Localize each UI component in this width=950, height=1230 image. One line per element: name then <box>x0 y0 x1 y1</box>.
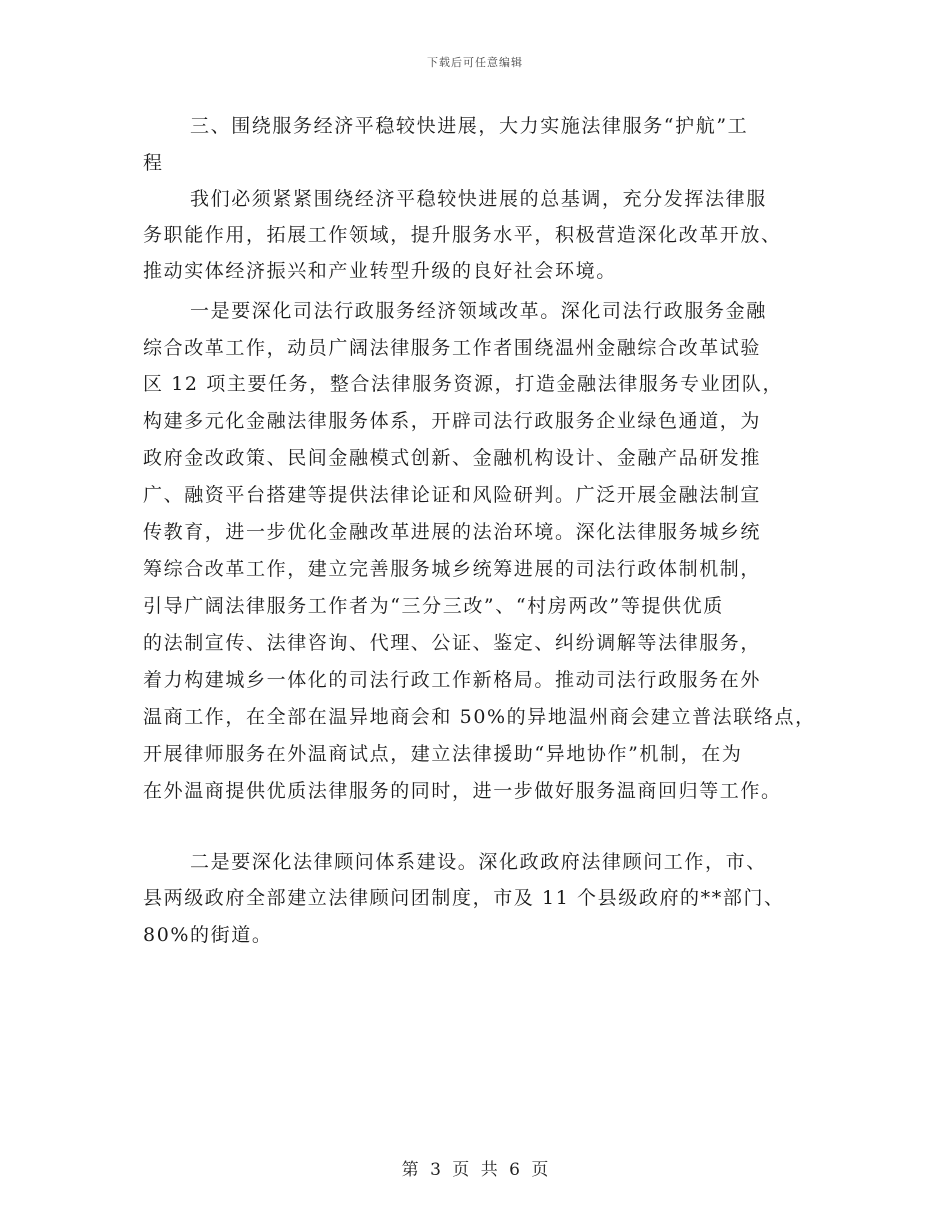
paragraph-line: 温商工作，在全部在温异地商会和 50%的异地温州商会建立普法联络点， <box>143 706 816 728</box>
paragraph-line: 我们必须紧紧围绕经济平稳较快进展的总基调，充分发挥法律服 <box>190 188 767 210</box>
paragraph-line: 80%的街道。 <box>143 924 273 946</box>
paragraph-line: 构建多元化金融法律服务体系，开辟司法行政服务企业绿色通道，为 <box>143 410 762 432</box>
paragraph-line: 引导广阔法律服务工作者为“三分三改”、“村房两改”等提供优质 <box>143 595 724 617</box>
paragraph-line: 传教育，进一步优化金融改革进展的法治环境。深化法律服务城乡统 <box>143 521 762 543</box>
paragraph-line: 着力构建城乡一体化的司法行政工作新格局。推动司法行政服务在外 <box>143 669 762 691</box>
paragraph-line: 县两级政府全部建立法律顾问团制度，市及 11 个县级政府的**部门、 <box>143 887 785 909</box>
paragraph-line: 一是要深化司法行政服务经济领域改革。深化司法行政服务金融 <box>190 300 767 322</box>
section-title-line-2: 程 <box>143 152 164 174</box>
paragraph-line: 区 12 项主要任务，整合法律服务资源，打造金融法律服务专业团队， <box>143 373 784 395</box>
paragraph-line: 的法制宣传、法律咨询、代理、公证、鉴定、纠纷调解等法律服务， <box>143 632 762 654</box>
page-header: 下载后可任意编辑 <box>427 56 523 69</box>
paragraph-line: 二是要深化法律顾问体系建设。深化政政府法律顾问工作，市、 <box>190 851 767 873</box>
paragraph-line: 综合改革工作，动员广阔法律服务工作者围绕温州金融综合改革试验 <box>143 337 762 359</box>
paragraph-line: 政府金改政策、民间金融模式创新、金融机构设计、金融产品研发推 <box>143 447 762 469</box>
paragraph-line: 广、融资平台搭建等提供法律论证和风险研判。广泛开展金融法制宣 <box>143 484 762 506</box>
paragraph-line: 务职能作用，拓展工作领域，提升服务水平，积极营造深化改革开放、 <box>143 224 782 246</box>
paragraph-line: 推动实体经济振兴和产业转型升级的良好社会环境。 <box>143 260 617 282</box>
paragraph-line: 筹综合改革工作，建立完善服务城乡统筹进展的司法行政体制机制， <box>143 558 762 580</box>
paragraph-line: 在外温商提供优质法律服务的同时，进一步做好服务温商回归等工作。 <box>143 780 782 802</box>
page-footer: 第 3 页 共 6 页 <box>401 1160 549 1180</box>
section-title-line-1: 三、围绕服务经济平稳较快进展，大力实施法律服务“护航”工 <box>190 115 749 137</box>
paragraph-line: 开展律师服务在外温商试点，建立法律援助“异地协作”机制，在为 <box>143 743 743 765</box>
